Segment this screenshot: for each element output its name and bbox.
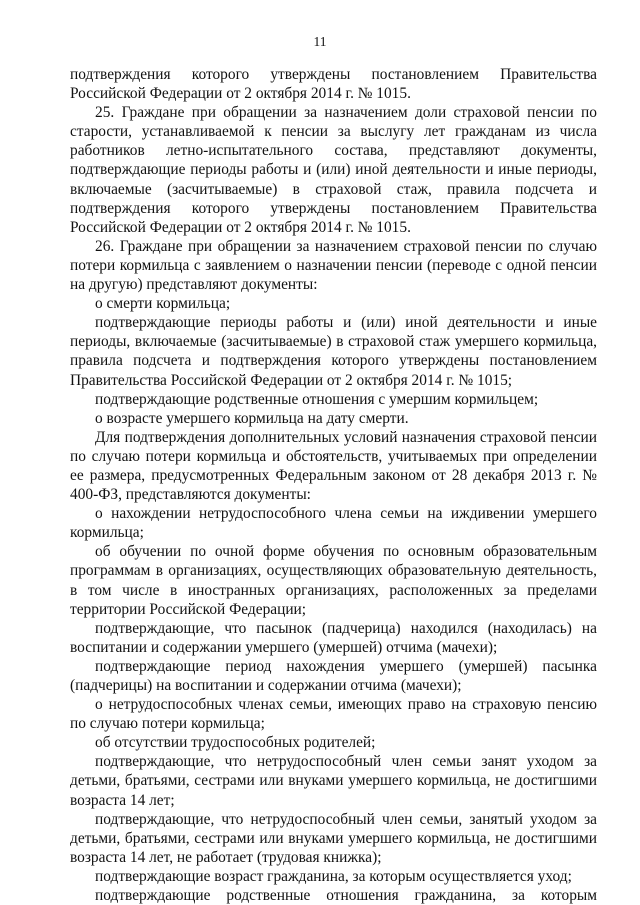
paragraph-continuation: подтверждения которого утверждены постановлением Правительства Российской Федерации от 2 октября 2014 г. № 1015. [70,66,597,103]
paragraph-item-25: 25. Граждане при обращении за назначением доли страховой пенсии по старости, устанавливаемой к пенсии за выслугу лет гражданам из числа работников летно-испытательного состава, представляют документы, подтверждающие периоды работы и (или) иной деятельности и иные периоды, включаемые (засчитываемые) в страховой стаж, правила подсчета и подтверждения которого утверждены постановлением Правительства Российской Федерации от 2 октября 2014 г. № 1015. [70,104,597,236]
list-item: о возрасте умершего кормильца на дату смерти. [95,409,409,427]
list-item: об обучении по очной форме обучения по основным образовательным программам в организациях, осуществляющих образовательную деятельность, в том числе в иностранных организациях, расположенных за пределами территории Российской Федерации; [70,543,597,618]
list-item: подтверждающие родственные отношения с умершим кормильцем; [95,390,539,408]
list-item: о нахождении нетрудоспособного члена семьи на иждивении умершего кормильца; [70,505,597,542]
list-item: подтверждающие, что нетрудоспособный член семьи, занятый уходом за детьми, братьями, сестрами или внуками умершего кормильца, не достигшими возраста 14 лет, не работает (трудовая книжка); [70,810,597,866]
list-item: о нетрудоспособных членах семьи, имеющих право на страховую пенсию по случаю потери кормильца; [70,696,597,733]
list-item: подтверждающие периоды работы и (или) иной деятельности и иные периоды, включаемые (засчитываемые) в страховой стаж умершего кормильца, правила подсчета и подтверждения которого утверждены постановлением Правительства Российской Федерации от 2 октября 2014 г. № 1015; [70,314,597,389]
page-number: 11 [313,34,327,49]
list-item: подтверждающие возраст гражданина, за которым осуществляется уход; [95,867,572,885]
list-item: подтверждающие, что пасынок (падчерица) находился (находилась) на воспитании и содержании умершего (умершей) отчима (мачехи); [70,619,597,656]
list-item-continued: подтверждающие родственные отношения гражданина, за которым [95,887,597,905]
list-item: об отсутствии трудоспособных родителей; [95,734,376,752]
paragraph-item-26: 26. Граждане при обращении за назначением страховой пенсии по случаю потери кормильца с заявлением о назначении пенсии (переводе с одной пенсии на другую) представляют документы: [70,237,597,294]
paragraph-additional-conditions: Для подтверждения дополнительных условий назначения страховой пенсии по случаю потери кормильца и обстоятельств, учитываемых при определении ее размера, предусмотренных Федеральным законом от 28 декабря 2013 г. № 400-ФЗ, представляются документы: [70,428,597,504]
list-item: подтверждающие, что нетрудоспособный член семьи занят уходом за детьми, братьями, сестрами или внуками умершего кормильца, не достигшими возраста 14 лет; [70,753,597,809]
list-item: о смерти кормильца; [95,295,231,313]
list-item: подтверждающие период нахождения умершего (умершей) пасынка (падчерицы) на воспитании и содержании отчима (мачехи); [70,657,597,694]
document-body [70,65,597,905]
